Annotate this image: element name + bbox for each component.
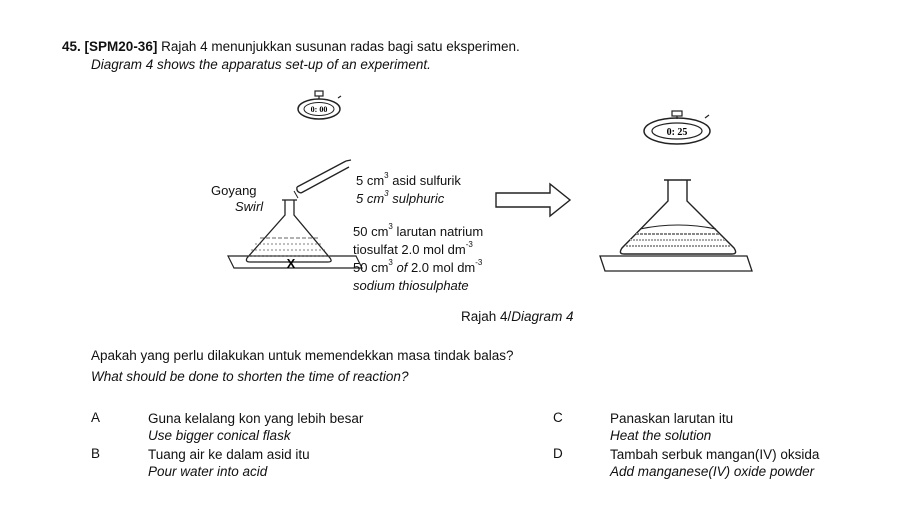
cross-mark: X xyxy=(286,256,296,271)
option-b-malay: Tuang air ke dalam asid itu xyxy=(148,447,310,462)
question-number: 45. xyxy=(62,39,81,54)
conical-flask-right-icon xyxy=(600,180,752,271)
stopwatch-start-reading: 0: 00 xyxy=(310,105,328,114)
question-heading xyxy=(62,39,520,54)
swirl-label-malay: Goyang xyxy=(211,183,257,198)
thio-label-line1: 50 $cm^3$ larutan natrium xyxy=(353,222,484,239)
test-tube-icon xyxy=(294,160,351,198)
option-c[interactable] xyxy=(610,410,733,444)
question-tag: [SPM20-36] xyxy=(84,39,158,54)
apparatus-diagram xyxy=(200,88,780,303)
stopwatch-end-reading: 0: 25 xyxy=(666,127,688,138)
swirl-label-english: Swirl xyxy=(235,199,264,214)
thio-label-line2: tiosulfat 2.0 mol $dm^{-3}$ xyxy=(353,240,473,257)
right-arrow-icon xyxy=(496,184,570,216)
acid-label-malay: 5 $cm^3$ asid sulfurik xyxy=(356,171,461,188)
thio-label-line4: sodium thiosulphate xyxy=(353,278,469,293)
thio-label-line3: 50 $cm^3$ of 2.0 mol $dm^{-3}$ xyxy=(353,258,483,275)
option-b-english: Pour water into acid xyxy=(148,464,268,479)
question-prompt-english: What should be done to shorten the time of reaction? xyxy=(91,369,409,384)
option-a-letter[interactable]: A xyxy=(91,410,101,425)
option-c-malay: Panaskan larutan itu xyxy=(610,411,734,426)
option-d[interactable] xyxy=(610,446,819,480)
option-b-letter[interactable]: B xyxy=(91,446,101,461)
question-prompt-malay: Apakah yang perlu dilakukan untuk memendekkan masa tindak balas? xyxy=(91,348,514,363)
diagram-caption: Rajah 4/Diagram 4 xyxy=(461,309,574,324)
option-c-english: Heat the solution xyxy=(610,428,712,443)
option-d-malay: Tambah serbuk mangan(IV) oksida xyxy=(610,447,820,462)
option-a-malay: Guna kelalang kon yang lebih besar xyxy=(148,411,364,426)
acid-label-english: 5 $cm^3$ sulphuric xyxy=(356,189,445,206)
option-a[interactable] xyxy=(148,410,363,444)
question-text-english: Diagram 4 shows the apparatus set-up of an experiment. xyxy=(91,57,431,72)
option-b[interactable] xyxy=(148,446,310,480)
apparatus-drawing xyxy=(200,88,780,303)
option-a-english: Use bigger conical flask xyxy=(148,428,291,443)
option-d-english: Add manganese(IV) oxide powder xyxy=(610,464,815,479)
option-c-letter[interactable]: C xyxy=(553,410,563,425)
option-d-letter[interactable]: D xyxy=(553,446,563,461)
question-text-malay: Rajah 4 menunjukkan susunan radas bagi satu eksperimen. xyxy=(161,39,520,54)
